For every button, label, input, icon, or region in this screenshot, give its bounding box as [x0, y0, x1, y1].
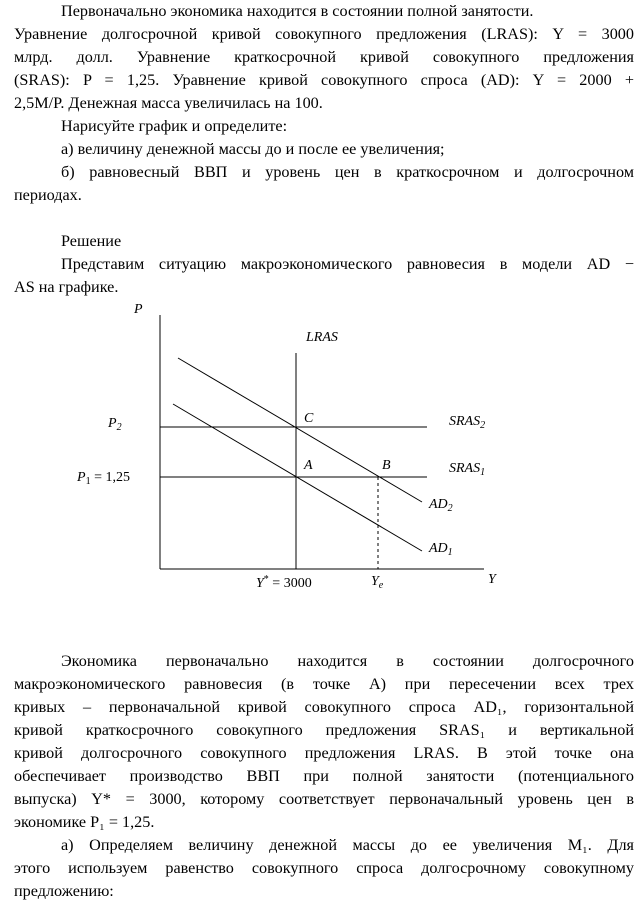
ad1-label: $AD_1$ [429, 541, 453, 558]
point-c-label: C [304, 411, 314, 426]
body-line: а) Определяем величину денежной массы до ее увеличения M₁. Для [61, 836, 634, 854]
solution-intro: AS на графике. [14, 278, 119, 296]
solution-intro: Представим ситуацию макроэкономического равновесия в модели AD − [61, 255, 634, 273]
task-line: периодах. [14, 186, 82, 204]
task-line: Уравнение долгосрочной кривой совокупного предложения (LRAS): Y = 3000 [14, 25, 634, 43]
task-line: Первоначально экономика находится в состоянии полной занятости. [61, 2, 534, 20]
body-line: Экономика первоначально находится в состоянии долгосрочного [61, 652, 634, 670]
body-line: этого используем равенство совокупного спроса долгосрочному совокупному [14, 859, 634, 877]
body-line: обеспечивает производство ВВП при полной занятости (потенциального [14, 767, 634, 785]
point-a-label: A [304, 458, 313, 473]
task-line: а) величину денежной массы до и после ее увеличения; [61, 140, 445, 158]
task-line: млрд. долл. Уравнение краткосрочной кривой совокупного предложения [14, 48, 634, 66]
lras-label: LRAS [306, 330, 338, 345]
p2-label: $P_2$ [108, 416, 122, 433]
task-line: б) равновесный ВВП и уровень цен в краткосрочном и долгосрочном [61, 163, 634, 181]
sras2-label: $SRAS_2$ [449, 414, 486, 431]
ad2-line [178, 358, 422, 502]
task-line: (SRAS): P = 1,25. Уравнение кривой совокупного спроса (AD): Y = 2000 + [14, 71, 634, 89]
ad2-label: $AD_2$ [429, 497, 453, 514]
ye-label: $Y_e$ [371, 574, 384, 591]
axis-label-y: Y [488, 572, 496, 587]
body-line: кривых – первоначальной кривой совокупного спроса AD₁, горизонтальной [14, 698, 634, 716]
body-line: выпуска) Y* = 3000, которому соответствует первоначальный уровень цен в [14, 790, 634, 808]
sras1-label: $SRAS_1$ [449, 461, 486, 478]
body-line: макроэкономического равновесия (в точке A) при пересечении всех трех [14, 675, 634, 693]
task-line: Нарисуйте график и определите: [61, 117, 288, 135]
solution-heading: Решение [61, 232, 122, 250]
task-line: 2,5M/P. Денежная масса увеличилась на 100. [14, 94, 323, 112]
body-line: предложению: [14, 882, 114, 900]
p1-label: $P_1 = 1,25$ [77, 470, 130, 487]
body-line: экономике P₁ = 1,25. [14, 813, 155, 831]
ystar-label: Y* = 3000 [256, 574, 312, 591]
task-paragraph [14, 0, 634, 207]
point-b-label: B [382, 458, 391, 473]
axis-label-p: P [134, 302, 143, 317]
body-paragraph [14, 650, 634, 903]
body-line: кривой долгосрочного совокупного предложения LRAS. В этой точке она [14, 744, 634, 762]
body-line: кривой краткосрочного совокупного предложения SRAS₁ и вертикальной [14, 721, 634, 739]
solution-section [14, 230, 634, 299]
